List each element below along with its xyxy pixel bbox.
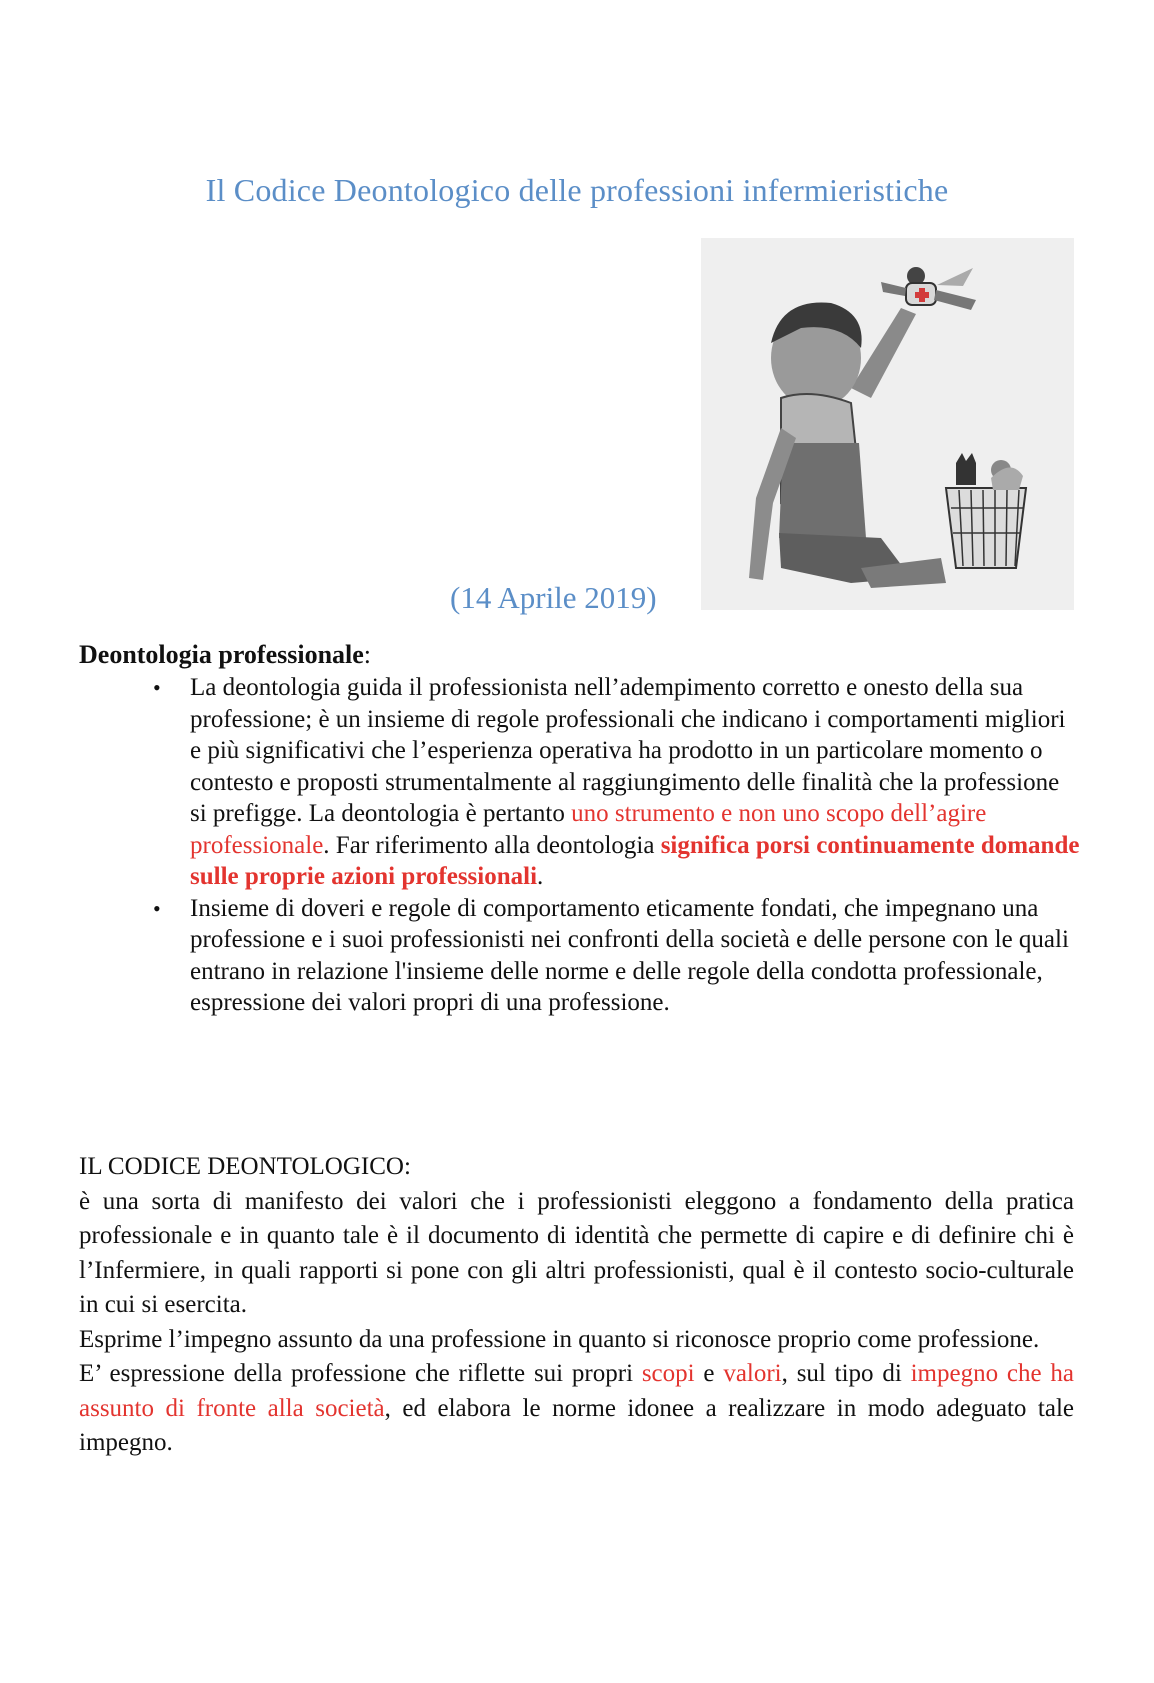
boy-with-nurse-doll-image [701, 238, 1074, 610]
deontologia-heading-text: Deontologia professionale [79, 640, 364, 669]
highlight-significa: significa porsi continuamente domande sulle proprie azioni professionali [190, 831, 1080, 890]
para3-and: e [694, 1360, 724, 1387]
highlight-impegno: impegno che ha assunto di fronte alla società [79, 1360, 1074, 1422]
date-caption: (14 Aprile 2019) [450, 580, 657, 615]
para3-text: E’ espressione della professione che riflette sui propri [79, 1360, 642, 1387]
para3-end: , ed elabora le norme idonee a realizzare in modo adeguato tale impegno. [79, 1394, 1074, 1456]
highlight-strumento: uno strumento e non uno scopo dell’agire professionale [190, 800, 987, 859]
deontologia-bullet-list [150, 672, 1080, 1019]
deontologia-heading [79, 640, 371, 670]
codice-paragraph-2: Esprime l’impegno assunto da una professione in quanto si riconosce proprio come professione. [79, 1325, 1040, 1353]
bullet2-text: Insieme di doveri e regole di comportamento eticamente fondati, che impegnano una professione e i suoi professionisti nei confronti della società e delle persone con le quali entrano in relazione l'insieme delle norme e delle regole della condotta professionale, espressione dei valori propri di una professione. [190, 894, 1069, 1016]
list-item [150, 672, 1080, 893]
document-title: Il Codice Deontologico delle professioni infermieristiche [205, 172, 949, 208]
codice-heading: IL CODICE DEONTOLOGICO: [79, 1153, 411, 1180]
bullet1-text-cont: . Far riferimento alla deontologia [323, 831, 661, 859]
bullet-icon: • [153, 895, 161, 921]
bullet-icon: • [153, 675, 161, 700]
list-item [150, 893, 1080, 1019]
heading-colon: : [363, 640, 372, 669]
codice-paragraph-1: è una sorta di manifesto dei valori che i professionisti eleggono a fondamento della pratica professionale e in quanto tale è il documento di identità che permette di capire e di definire chi è l’Infermiere, in quali rapporti si pone con gli altri professionisti, qual è il contesto socio-culturale in cui si esercita. [79, 1187, 1074, 1318]
para3-text-cont: , sul tipo di [781, 1360, 911, 1387]
highlight-scopi: scopi [641, 1360, 695, 1387]
codice-section [79, 1150, 1074, 1461]
bullet1-end: . [537, 863, 544, 890]
codice-paragraph-3 [79, 1357, 1074, 1461]
bullet1-text: La deontologia guida il professionista nell’adempimento corretto e onesto della sua professione; è un insieme di regole professionali che indicano i comportamenti migliori e più significativi che l’esperienza operativa ha prodotto in un particolare momento o contesto e proposti strumentalmente al raggiungimento delle finalità che la professione si prefigge. La deontologia è pertanto [190, 674, 1066, 827]
highlight-valori: valori [723, 1360, 782, 1387]
